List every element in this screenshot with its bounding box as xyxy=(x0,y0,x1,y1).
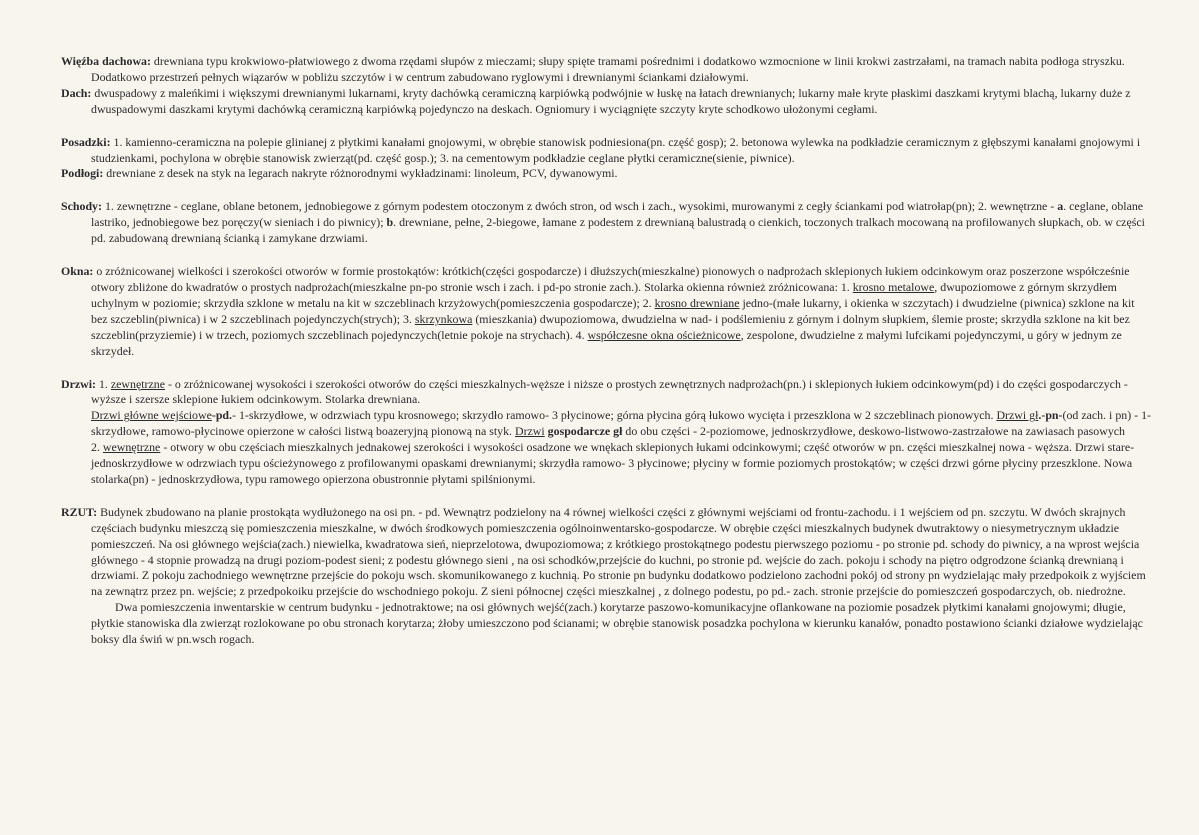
underlined-term: Drzwi główne wejściowe xyxy=(91,408,212,423)
section-label: RZUT: xyxy=(61,504,98,519)
section-label: Dach: xyxy=(61,85,92,100)
bold-term: -pd. xyxy=(211,408,233,423)
underlined-term: Drzwi xyxy=(514,424,545,439)
section-text: - otwory w obu częściach mieszkalnych jednakowej szerokości i wysokości osadzone we wnękach sklepionych łukami odcinkowymi; część otworów w pn. części mieszkalnej nowa - węższa. Drzwi stare- jednoskrzydłowe w odrzwiach typu ościeżynowego z profilowanymi opaskami drewnianymi; skrzydła ramowo- 3 płycinowe; płyciny w formie poziomych prostokątów; w części drzwi górne płyciny przeszklone. Nowa stolarka(pn) - jednoskrzydłowa, typu ramowego opierzona obustronnie płytami spilśnionymi. xyxy=(91,440,1135,486)
bold-term: .-pn- xyxy=(1038,408,1063,423)
section-dach xyxy=(61,86,1151,118)
underlined-term: współczesne okna ościeżnicowe xyxy=(587,327,741,342)
section-text: 1. zewnętrzne - ceglane, oblane betonem, jednobiegowe z górnym podestem otoczonym z dwóch stron, od wsch i zach., wysokimi, murowanymi z cegły ściankami pod wiatrołap(pn); 2. wewnętrzne - xyxy=(101,199,1058,214)
section-text: - 1-skrzydłowe, w odrzwiach typu krosnowego; skrzydło ramowo- 3 płycinowe; górna płycina górą łukowo wycięta i przeszklona w 2 szczeblinach pionowych. xyxy=(232,408,997,423)
section-rzut-cont xyxy=(61,600,1151,648)
section-wiezba xyxy=(61,54,1151,86)
underlined-term: krosno metalowe xyxy=(852,279,935,294)
section-text: - o zróżnicowanej wysokości i szerokości otworów do części mieszkalnych-węższe i niższe o prostych zewnętrznych nadprożach(pn.) i sklepionych łukiem odcinkowym(pd) i do części gospodarczych - wyższe i szersze sklepione łukiem odcinkowym. Stolarka drewniana. xyxy=(91,376,1128,407)
section-label: Schody: xyxy=(61,199,102,214)
section-text: jedno-(małe lukarny, i okienka w szczytach) i dwudzielne (piwnica) szklone na kit bez szczeblin(piwnica) i w 2 szczeblinach pojedynczych(strych); 3. xyxy=(91,295,1135,326)
section-text: drewniana typu krokwiowo-płatwiowego z dwoma rzędami słupów z mieczami; słupy spięte tramami pośrednimi i dodatkowo wzmocnione w linii krokwi zastrzałami, na tramach nabita podłoga stryszku. Dodatkowo przestrzeń pełnych wiązarów w pobliżu szczytów i w centrum zabudowano ryglowymi i drewnianymi ściankami działowymi. xyxy=(91,54,1125,84)
section-text: dwuspadowy z maleńkimi i większymi drewnianymi lukarnami, kryty dachówką ceramiczną karpiówką podwójnie w łuskę na łatach drewnianych; lukarny małe kryte płaskimi daszkami krytymi blachą, lukarny duże z dwuspadowymi daszkami krytymi dachówką ceramiczną karpiówką pojedynczo na deskach. Ogniomury i wyciągnięte szczyty kryte schodkowo ułożonymi cegłami. xyxy=(91,85,1131,116)
section-label: Okna: xyxy=(61,264,94,279)
section-text: . ceglane, oblane lastriko, jednobiegowe bez poręczy(w sieniach i do piwnicy); xyxy=(91,199,1144,230)
section-podlogi xyxy=(61,166,1151,182)
underlined-term: krosno drewniane xyxy=(654,295,740,310)
section-drzwi xyxy=(61,377,1151,409)
section-text: , zespolone, dwudzielne z małymi lufcikami pojedynczymi, u góry w jednym ze skrzydeł. xyxy=(91,327,1122,358)
section-text: 1. kamienno-ceramiczna na polepie glinianej z płytkimi kanałami gnojowymi, w obrębie stanowisk podniesiona(pn. część gosp); 2. betonowa wylewka na podkładzie ceramicznym z głębszymi kanałami gnojowymi i studzienkami, pochylona w obrębie stanowisk zwierząt(pd. część gosp.); 3. na cementowym podkładzie ceglane płytki ceramiczne(sienie, piwnice). xyxy=(91,134,1141,165)
section-drzwi-glowne xyxy=(61,408,1151,440)
bold-term: gospodarcze gł xyxy=(544,424,623,439)
section-text: (od zach. i pn) - 1-skrzydłowe, ramowo-płycinowe opierzone w całości listwą boazeryjną pionową na styk. xyxy=(91,408,1151,439)
section-text: do obu części - 2-poziomowe, jednoskrzydłowe, deskowo-listwowo-zastrzałowe na zawiasach pasowych xyxy=(622,424,1125,439)
section-text: 2. xyxy=(91,440,103,455)
underlined-term: skrzynkowa xyxy=(414,311,473,326)
section-text: Dwa pomieszczenia inwentarskie w centrum budynku - jednotraktowe; na osi głównych wejść(zach.) korytarze paszowo-komunikacyjne oflankowane na poziomie posadzek płytkimi kanałami gnojowymi; długie, płytkie stanowiska dla zwierząt rozlokowane po obu stronach korytarza; żłoby umieszczono pod ścianami; w obrębie stanowisk posadzka pochylona w kierunku kanałów, ponadto postawiono ścianki działowe wydzielając boksy dla świń w pn.wsch rogach. xyxy=(91,600,1143,647)
section-label: Więźba dachowa: xyxy=(61,54,151,68)
underlined-term: Drzwi gł xyxy=(996,408,1039,423)
section-label: Drzwi: xyxy=(61,376,96,391)
section-posadzki xyxy=(61,135,1151,167)
section-text: o zróżnicowanej wielkości i szerokości otworów w formie prostokątów: krótkich(części gospodarcze) i dłuższych(mieszkalne) pionowych o nadprożach sklepionych łukiem odcinkowym oraz poszerzone współcześnie otwory zbliżone do kwadratów o prostych nadprożach(mieszkalne pn-po stronie wsch i zach. i pd-po stronie zach.). Stolarka okienna również zróżnicowana: 1. xyxy=(91,264,1130,294)
document-body xyxy=(61,54,1151,648)
spacer xyxy=(61,182,1151,199)
spacer xyxy=(61,488,1151,505)
spacer xyxy=(61,118,1151,135)
section-text: drewniane z desek na styk na legarach nakryte różnorodnymi wykładzinami: linoleum, PCV, dywanowymi. xyxy=(103,166,618,181)
section-text: . drewniane, pełne, 2-biegowe, łamane z podestem z drewnianą balustradą o cienkich, toczonych tralkach mocowaną na profilowanych słupkach, ob. w części pd. zabudowaną drewnianą ścianką i zamykane drzwiami. xyxy=(91,215,1145,246)
section-label: Posadzki: xyxy=(61,134,111,149)
section-label: Podłogi: xyxy=(61,166,104,181)
underlined-term: zewnętrzne xyxy=(110,376,166,391)
underlined-term: wewnętrzne xyxy=(102,440,161,455)
section-okna xyxy=(61,264,1151,359)
section-text: 1. xyxy=(96,376,111,391)
section-drzwi-wewnetrzne xyxy=(61,440,1151,488)
section-text: , dwupoziomowe z górnym skrzydłem uchylnym w poziomie; skrzydła szklone w metalu na kit w szczeblinach krzyżowych(pomieszczenia gospodarcze); 2. xyxy=(91,279,1117,310)
section-schody xyxy=(61,199,1151,247)
item-label-b: b xyxy=(386,215,394,230)
section-text: Budynek zbudowano na planie prostokąta wydłużonego na osi pn. - pd. Wewnątrz podzielony na 4 równej wielkości części z głównymi wejściami od frontu-zachodu. i 1 wejściem od pn. szczytu. W dwóch skrajnych częściach budynku mieszczą się pomieszczenia mieszkalne, w dwóch środkowych pomieszczenia ogólnoinwentarsko-gospodarcze. W obrębie części mieszkalnych budynek dwutraktowy o niesymetrycznym układzie pomieszczeń. Na osi głównego wejścia(zach.) niewielka, kwadratowa sień, nieprzelotowa, dwupoziomowa; z krótkiego prostokątnego podestu pierwszego poziomu - po stronie pd. schody do piwnicy, a na wprost wejścia głównego - 4 stopnie prowadzą na drugi poziom-podest sieni; z podestu głównego sieni , na osi schodków,przejście do kuchni, po stronie pd. wejście do zach. pokoju i schody na piętro odgrodzone ścianką drewnianą i drzwiami. Z pokoju zachodniego wewnętrzne przejście do pokoju wsch. skomunikowanego z kuchnią. Po stronie pn budynku dodatkowo podzielono zachodni pokój od strony pn wydzielając mały przedpokoik z wyjściem na zewnątrz przez pn. wejście; z przedpokoiku przejście do wschodniego pokoju. Z sieni północnej części mieszkalnej , z dolnego podestu, po pd.- zach. stronie przejście do pomieszczeń gospodarczych, ob. niedrożne. xyxy=(91,504,1146,599)
spacer xyxy=(61,247,1151,264)
item-label-a: a xyxy=(1057,199,1064,214)
section-rzut xyxy=(61,505,1151,600)
spacer xyxy=(61,360,1151,377)
section-text: (mieszkania) dwupoziomowa, dwudzielna w nad- i podślemieniu z górnym i dolnym słupkiem, ślemie proste; skrzydła szklone na kit bez szczeblin(przyziemie) i w trzech, poziomych szczeblinach pojedynczych(letnie pokoje na strychach). 4. xyxy=(91,311,1130,342)
